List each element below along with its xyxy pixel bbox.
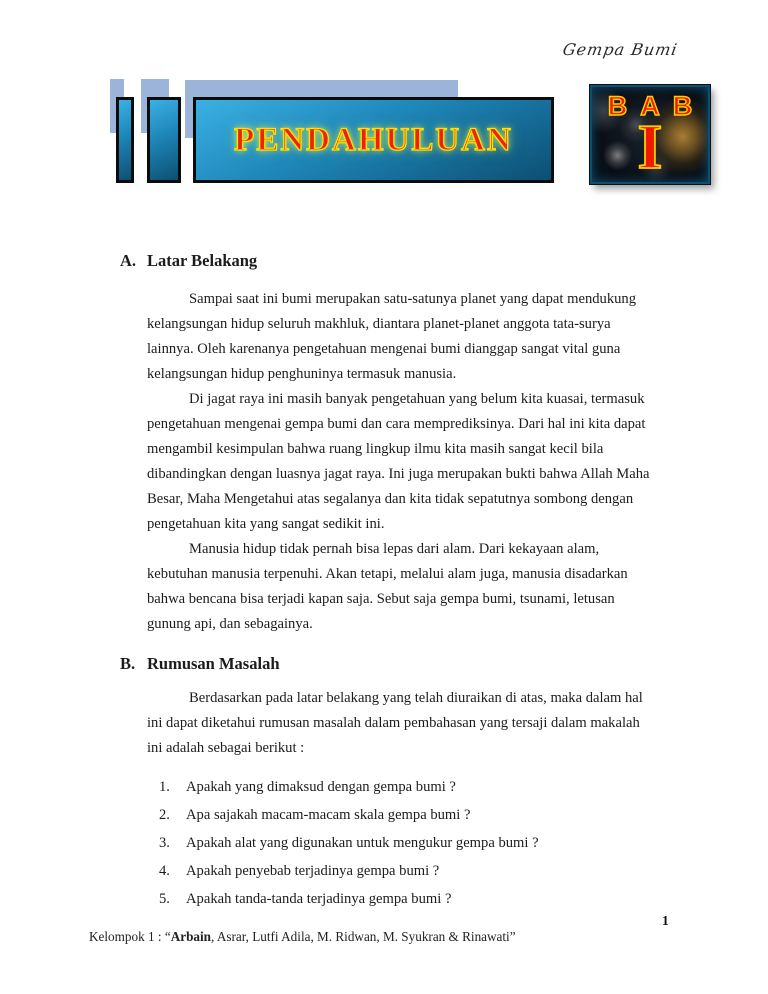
list-item-text: Apakah penyebab terjadinya gempa bumi ?	[186, 863, 440, 879]
list-item	[159, 829, 656, 857]
chapter-banner-title: PENDAHULUAN	[234, 121, 513, 158]
banner-accent-bar-1	[116, 97, 134, 183]
running-header-title: Gempa Bumi	[561, 40, 680, 59]
footer-group-leader: Arbain	[170, 929, 211, 944]
page-number: 1	[662, 913, 669, 928]
paragraph: Di jagat raya ini masih banyak pengetahuan yang belum kita kuasai, termasuk pengetahuan mengenai gempa bumi dan cara memprediksinya. Dari hal ini kita dapat mengambil kesimpulan bahwa ruang lingkup ilmu kita masih sangat kecil bila dibandingkan dengan luasnya jagat raya. Ini juga merupakan bukti bahwa Allah Maha Besar, Maha Mengetahui atas segalanya dan kita tidak sepatutnya sombong dengan pengetahuan kita yang sangat sedikit ini.	[147, 391, 650, 532]
list-item-text: Apakah yang dimaksud dengan gempa bumi ?	[186, 779, 456, 795]
list-item-number: 1.	[159, 779, 170, 795]
section-heading	[120, 654, 658, 674]
section-latar-belakang	[120, 251, 658, 637]
section-rumusan-masalah	[120, 654, 658, 913]
list-item-text: Apakah tanda-tanda terjadinya gempa bumi ?	[186, 891, 452, 907]
list-item-number: 3.	[159, 835, 170, 851]
list-item	[159, 773, 656, 801]
banner-accent-bar-2	[147, 97, 181, 183]
section-label: A.	[120, 251, 137, 270]
question-list	[147, 773, 656, 913]
section-title: Latar Belakang	[147, 251, 258, 270]
footer-members: , Asrar, Lutfi Adila, M. Ridwan, M. Syukran & Rinawati”	[211, 929, 516, 944]
section-body	[147, 287, 656, 637]
list-item-number: 5.	[159, 891, 170, 907]
list-item-number: 2.	[159, 807, 170, 823]
footer-prefix: Kelompok 1 : “	[89, 929, 171, 944]
list-item	[159, 801, 656, 829]
list-item-text: Apa sajakah macam-macam skala gempa bumi ?	[186, 807, 471, 823]
paragraph: Manusia hidup tidak pernah bisa lepas dari alam. Dari kekayaan alam, kebutuhan manusia terpenuhi. Akan tetapi, melalui alam juga, manusia disadarkan bahwa bencana bisa terjadi kapan saja. Sebut saja gempa bumi, tsunami, letusan gunung api, dan sebagainya.	[147, 541, 628, 632]
footer-group-credit	[89, 929, 516, 945]
list-item-number: 4.	[159, 863, 170, 879]
section-body	[147, 686, 656, 913]
list-item-text: Apakah alat yang digunakan untuk mengukur gempa bumi ?	[186, 835, 539, 851]
list-item	[159, 885, 656, 913]
section-label: B.	[120, 654, 136, 673]
chapter-number-badge	[590, 85, 710, 184]
paragraph: Sampai saat ini bumi merupakan satu-satunya planet yang dapat mendukung kelangsungan hidup seluruh makhluk, diantara planet-planet anggota tata-surya lainnya. Oleh karenanya pengetahuan mengenai bumi dianggap sangat vital guna kelangsungan hidup penghuninya termasuk manusia.	[147, 291, 637, 382]
section-heading	[120, 251, 658, 271]
section-title: Rumusan Masalah	[147, 654, 280, 673]
banner-title-box	[193, 97, 554, 183]
chapter-badge-word: BAB	[607, 91, 706, 121]
paragraph: Berdasarkan pada latar belakang yang telah diuraikan di atas, maka dalam hal ini dapat diketahui rumusan masalah dalam pembahasan yang tersaji dalam makalah ini adalah sebagai berikut :	[147, 690, 643, 756]
list-item	[159, 857, 656, 885]
chapter-badge-number: I	[637, 111, 663, 182]
